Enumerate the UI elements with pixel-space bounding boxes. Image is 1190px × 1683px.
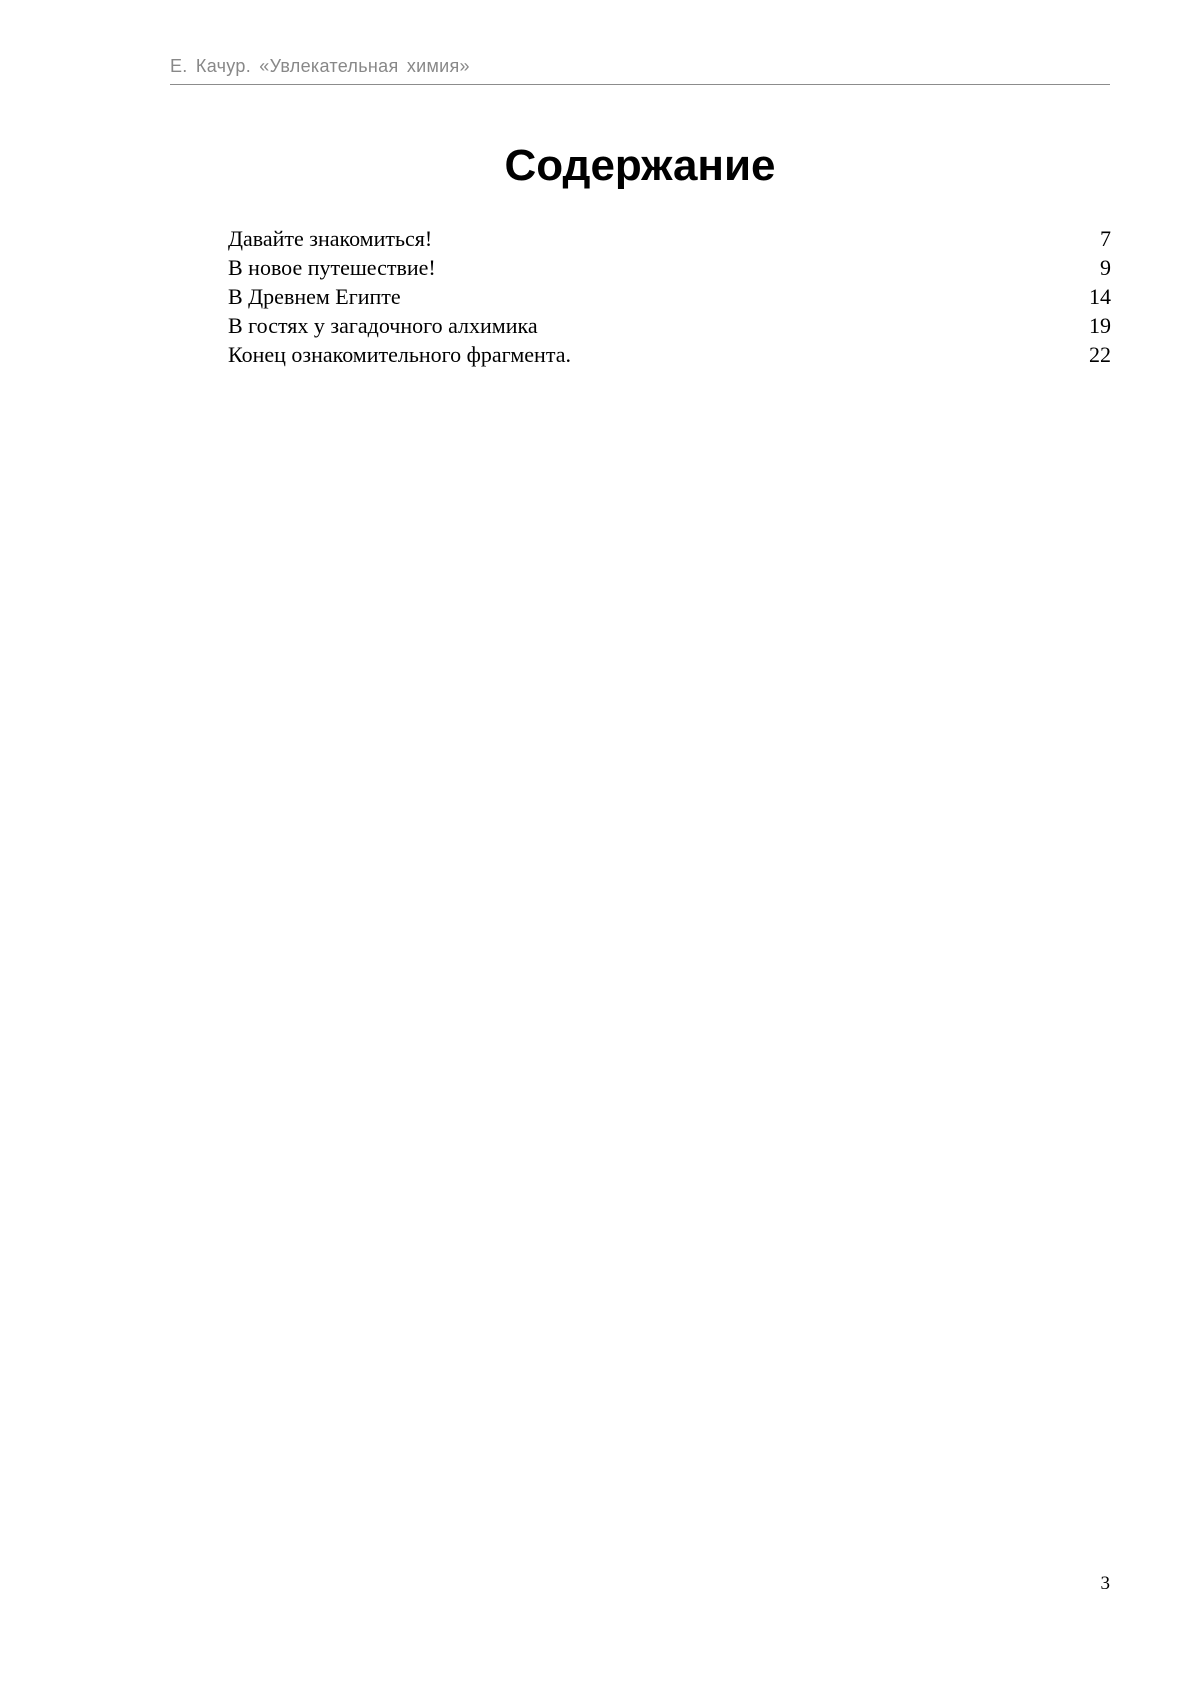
toc-entry-label[interactable]: Давайте знакомиться! <box>228 226 433 251</box>
toc-entry[interactable] <box>228 224 1111 253</box>
toc-entry[interactable] <box>228 311 1111 340</box>
page-title: Содержание <box>504 141 776 190</box>
running-header <box>170 56 1110 85</box>
toc-entry-label[interactable]: В Древнем Египте <box>228 284 401 309</box>
toc-entry-page: 9 <box>1100 255 1111 280</box>
toc-entry-label[interactable]: В гостях у загадочного алхимика <box>228 313 538 338</box>
table-of-contents <box>228 224 1111 369</box>
page-number: 3 <box>1100 1573 1110 1594</box>
toc-entry-page: 7 <box>1100 226 1111 251</box>
toc-entry-label[interactable]: В новое путешествие! <box>228 255 436 280</box>
toc-entry-page: 22 <box>1089 342 1111 367</box>
toc-entry-page: 14 <box>1089 284 1111 309</box>
toc-entry-label[interactable]: Конец ознакомительного фрагмента. <box>228 342 571 367</box>
running-header-text: Е. Качур. «Увлекательная химия» <box>170 56 470 76</box>
toc-entry[interactable] <box>228 253 1111 282</box>
toc-entry-page: 19 <box>1089 313 1111 338</box>
toc-entry[interactable] <box>228 340 1111 369</box>
toc-entry[interactable] <box>228 282 1111 311</box>
